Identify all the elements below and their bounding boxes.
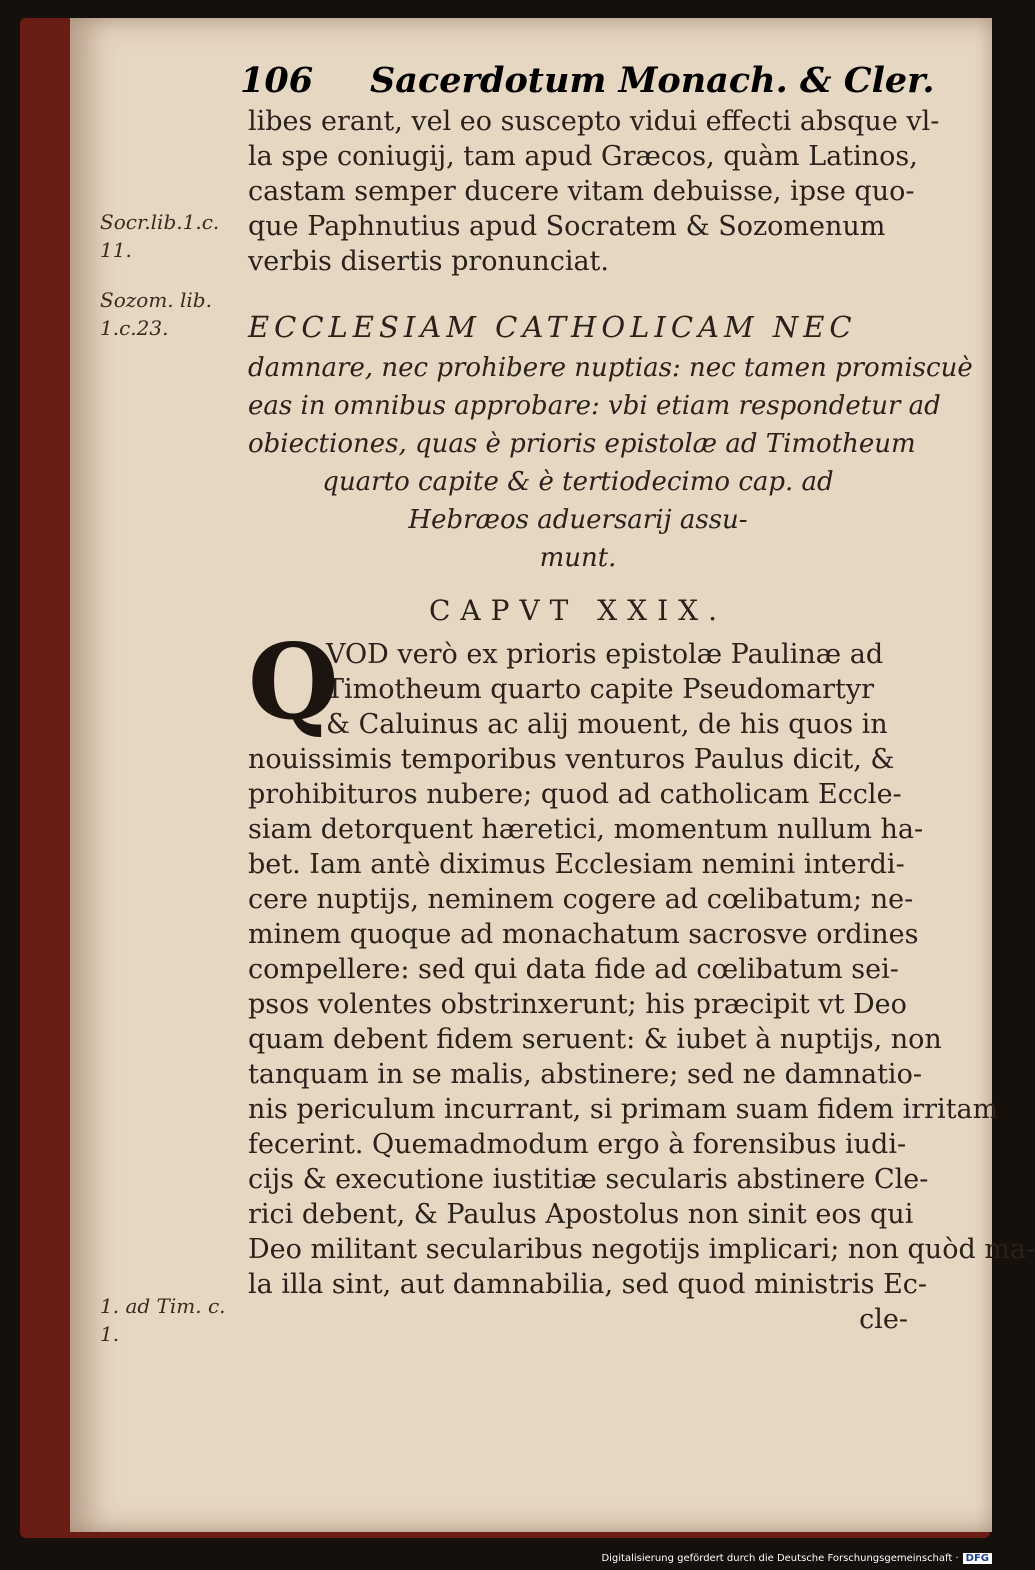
- summary-line: quarto capite & è tertiodecimo cap. ad: [322, 467, 834, 497]
- chapter-heading: CAPVT XXIX.: [428, 594, 728, 627]
- summary-line: eas in omnibus approbare: vbi etiam respondetur ad: [248, 391, 941, 421]
- text-line: que Paphnutius apud Socratem & Sozomenum: [248, 211, 886, 242]
- summary-line: munt.: [539, 543, 617, 573]
- summary-line: damnare, nec prohibere nuptias: nec tamen promiscuè: [248, 353, 973, 383]
- text-line: bet. Iam antè diximus Ecclesiam nemini interdi-: [248, 849, 905, 880]
- summary-line: Hebræos aduersarij assu-: [408, 505, 748, 535]
- margin-note-line: 11.: [100, 238, 132, 262]
- text-line: cijs & executione iustitiæ secularis abstinere Cle-: [248, 1164, 929, 1195]
- text-line: VOD verò ex prioris epistolæ Paulinæ ad: [326, 639, 884, 670]
- text-line: prohibituros nubere; quod ad catholicam Eccle-: [248, 779, 902, 810]
- text-line: minem quoque ad monachatum sacrosve ordines: [248, 919, 919, 950]
- page-body: [248, 104, 1035, 1337]
- credit-text: Digitalisierung gefördert durch die Deutsche Forschungsgemeinschaft ·: [601, 1553, 959, 1564]
- text-line: siam detorquent hæretici, momentum nullum ha-: [248, 814, 924, 845]
- text-line: verbis disertis pronunciat.: [248, 246, 609, 277]
- text-line: nis periculum incurrant, si primam suam fidem irritam: [248, 1094, 999, 1125]
- section-heading: ECCLESIAM CATHOLICAM NEC: [248, 310, 857, 344]
- margin-note-line: 1.c.23.: [100, 316, 169, 340]
- margin-note-socrates: [100, 208, 240, 264]
- page-header: [240, 60, 935, 110]
- catchword: cle-: [859, 1304, 908, 1335]
- text-line: & Caluinus ac alij mouent, de his quos in: [326, 709, 888, 740]
- text-line: compellere: sed qui data fide ad cœlibatum sei-: [248, 954, 899, 985]
- running-title: Sacerdotum Monach. & Cler.: [370, 60, 935, 101]
- drop-cap: Q: [248, 620, 339, 743]
- margin-note-line: 1. ad Tim. c.: [100, 1294, 226, 1318]
- margin-note-sozomen: [100, 286, 240, 342]
- text-line: fecerint. Quemadmodum ergo à forensibus iudi-: [248, 1129, 907, 1160]
- text-line: tanquam in se malis, abstinere; sed ne damnatio-: [248, 1059, 922, 1090]
- dfg-logo: DFG: [963, 1553, 992, 1564]
- intro-paragraph: [248, 104, 940, 279]
- margin-note-line: Sozom. lib.: [100, 288, 212, 312]
- chapter-paragraph-start: [248, 620, 908, 743]
- digitization-credit: [601, 1553, 992, 1564]
- chapter-paragraph: [248, 742, 1035, 1337]
- margin-note-line: 1.: [100, 1322, 120, 1346]
- text-line: la illa sint, aut damnabilia, sed quod ministris Ec-: [248, 1269, 928, 1300]
- margin-note-timothy: [100, 1292, 240, 1348]
- summary-line: obiectiones, quas è prioris epistolæ ad Timotheum: [248, 429, 916, 459]
- margin-note-line: Socr.lib.1.c.: [100, 210, 220, 234]
- text-line: quam debent fidem seruent: & iubet à nuptijs, non: [248, 1024, 942, 1055]
- section-summary: [248, 349, 973, 577]
- text-line: la spe coniugij, tam apud Græcos, quàm Latinos,: [248, 141, 918, 172]
- text-line: cere nuptijs, neminem cogere ad cœlibatum; ne-: [248, 884, 914, 915]
- text-line: nouissimis temporibus venturos Paulus dicit, &: [248, 744, 895, 775]
- text-line: psos volentes obstrinxerunt; his præcipit vt Deo: [248, 989, 907, 1020]
- text-line: castam semper ducere vitam debuisse, ipse quo-: [248, 176, 915, 207]
- page-number: 106: [240, 60, 314, 101]
- text-line: Deo militant secularibus negotijs implicari; non quòd ma-: [248, 1234, 1035, 1265]
- text-line: rici debent, & Paulus Apostolus non sinit eos qui: [248, 1199, 914, 1230]
- text-line: Timotheum quarto capite Pseudomartyr: [326, 674, 875, 705]
- text-line: libes erant, vel eo suscepto vidui effecti absque vl-: [248, 106, 940, 137]
